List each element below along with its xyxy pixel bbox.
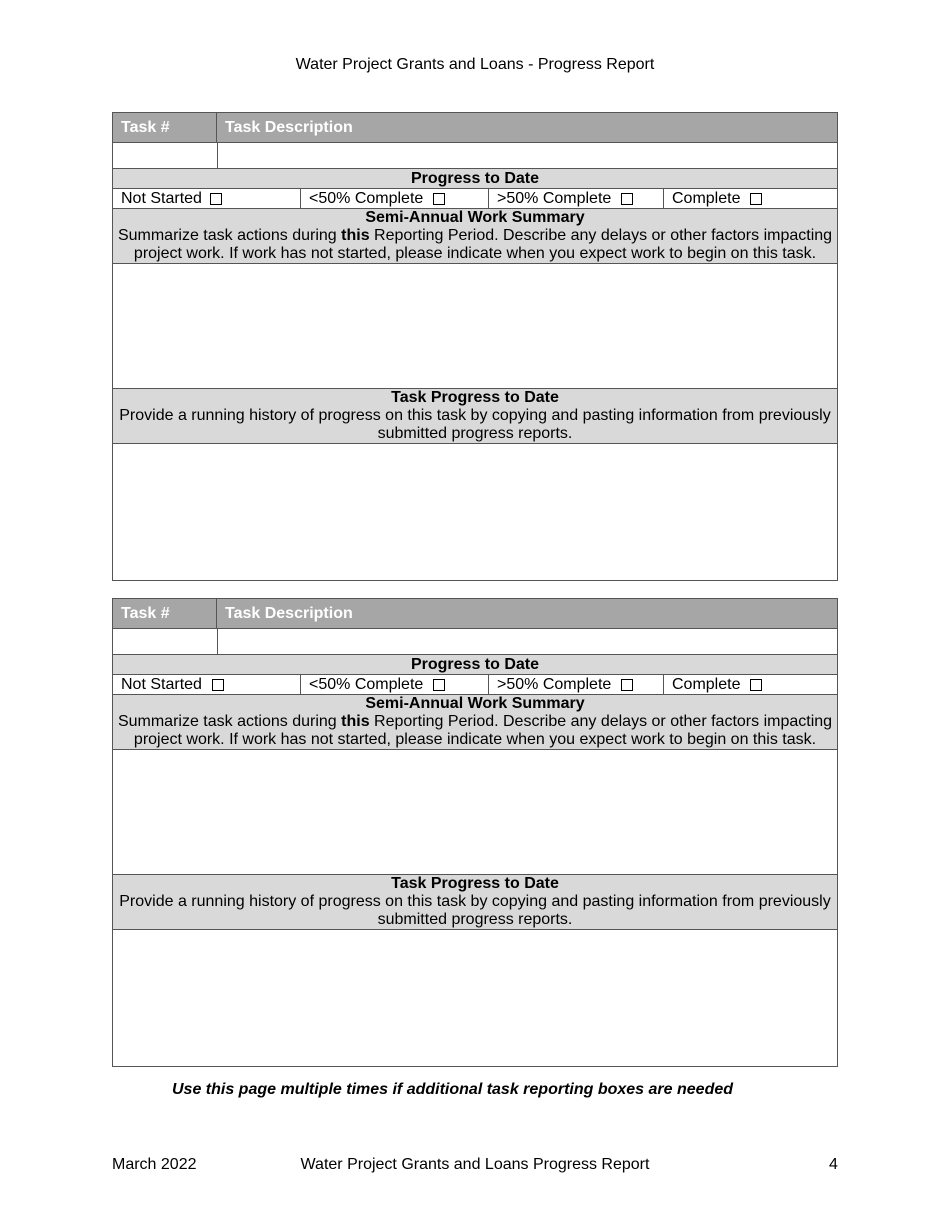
over-50-checkbox[interactable] <box>621 679 633 691</box>
status-label: <50% Complete <box>309 676 424 693</box>
work-summary-title: Semi-Annual Work Summary <box>365 209 585 226</box>
task-number-field[interactable] <box>113 629 218 654</box>
over-50-checkbox[interactable] <box>621 193 633 205</box>
status-label: <50% Complete <box>309 190 424 207</box>
status-over-50 <box>489 675 664 694</box>
task-input-row <box>113 629 837 655</box>
status-label: >50% Complete <box>497 676 612 693</box>
task-number-header: Task # <box>113 113 217 142</box>
footer-title: Water Project Grants and Loans Progress Report <box>300 1156 650 1173</box>
status-under-50 <box>301 189 489 208</box>
complete-checkbox[interactable] <box>750 679 762 691</box>
task-block-2 <box>112 598 838 1067</box>
status-not-started <box>113 189 301 208</box>
status-under-50 <box>301 675 489 694</box>
task-history-text: Provide a running history of progress on this task by copying and pasting information from previously submitted progress reports. <box>119 893 831 928</box>
task-header-row <box>113 599 837 629</box>
not-started-checkbox[interactable] <box>212 679 224 691</box>
task-history-instructions <box>113 389 837 444</box>
progress-to-date-heading: Progress to Date <box>113 169 837 189</box>
task-description-header: Task Description <box>225 119 353 136</box>
task-description-header: Task Description <box>225 605 353 622</box>
task-history-input[interactable] <box>113 444 837 580</box>
work-summary-instructions <box>113 695 837 750</box>
task-number-header: Task # <box>113 599 217 628</box>
footer-page-number: 4 <box>829 1156 838 1173</box>
complete-checkbox[interactable] <box>750 193 762 205</box>
task-description-field[interactable] <box>218 143 837 168</box>
status-label: Complete <box>672 676 741 693</box>
work-summary-text: Summarize task actions during this Reporting Period. Describe any delays or other factors impacting project work. If work has not started, please indicate when you expect work to begin on this task. <box>117 227 833 262</box>
under-50-checkbox[interactable] <box>433 193 445 205</box>
progress-status-row <box>113 189 837 209</box>
status-label: >50% Complete <box>497 190 612 207</box>
task-number-field[interactable] <box>113 143 218 168</box>
status-complete <box>664 189 837 208</box>
status-over-50 <box>489 189 664 208</box>
work-summary-instructions <box>113 209 837 264</box>
work-summary-title: Semi-Annual Work Summary <box>365 695 585 712</box>
task-description-field[interactable] <box>218 629 837 654</box>
work-summary-input[interactable] <box>113 750 837 875</box>
task-header-row <box>113 113 837 143</box>
not-started-checkbox[interactable] <box>210 193 222 205</box>
status-complete <box>664 675 837 694</box>
progress-status-row <box>113 675 837 695</box>
under-50-checkbox[interactable] <box>433 679 445 691</box>
reuse-page-note: Use this page multiple times if additional task reporting boxes are needed <box>171 1081 734 1098</box>
status-not-started <box>113 675 301 694</box>
page-header: Water Project Grants and Loans - Progress Report <box>295 56 655 73</box>
task-input-row <box>113 143 837 169</box>
task-history-input[interactable] <box>113 930 837 1066</box>
footer-date: March 2022 <box>112 1156 197 1173</box>
task-history-title: Task Progress to Date <box>391 875 559 892</box>
task-block-1 <box>112 112 838 581</box>
task-history-title: Task Progress to Date <box>391 389 559 406</box>
work-summary-text: Summarize task actions during this Reporting Period. Describe any delays or other factors impacting project work. If work has not started, please indicate when you expect work to begin on this task. <box>117 713 833 748</box>
status-label: Not Started <box>121 190 202 207</box>
progress-to-date-heading: Progress to Date <box>113 655 837 675</box>
work-summary-input[interactable] <box>113 264 837 389</box>
status-label: Complete <box>672 190 741 207</box>
status-label: Not Started <box>121 676 202 693</box>
task-history-instructions <box>113 875 837 930</box>
task-history-text: Provide a running history of progress on this task by copying and pasting information from previously submitted progress reports. <box>119 407 831 442</box>
